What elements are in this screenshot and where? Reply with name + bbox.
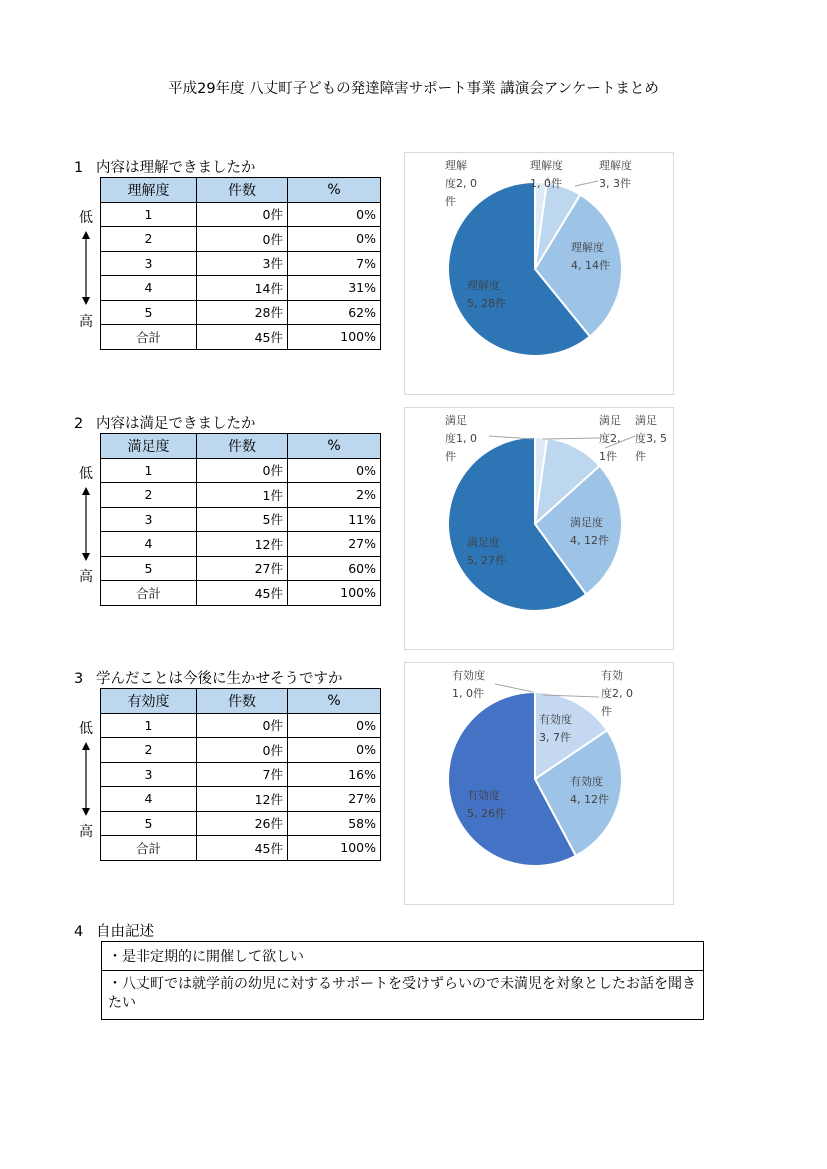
column-header: % xyxy=(288,178,381,203)
percent-cell: 31% xyxy=(288,276,381,301)
pie-chart-3 xyxy=(404,662,674,905)
count-cell: 3件 xyxy=(197,251,288,276)
level-cell: 1 xyxy=(101,713,197,738)
level-cell: 3 xyxy=(101,507,197,532)
slice-data-label-5: 有効度 5, 26件 xyxy=(467,789,506,820)
table-row xyxy=(101,811,381,836)
scale-arrow-icon xyxy=(81,487,91,561)
level-cell: 4 xyxy=(101,276,197,301)
total-row xyxy=(101,836,381,861)
pie-chart-2 xyxy=(404,407,674,650)
table-row xyxy=(101,458,381,483)
percent-cell: 0% xyxy=(288,458,381,483)
column-header: 件数 xyxy=(197,434,288,459)
total-count: 45件 xyxy=(197,581,288,606)
percent-cell: 16% xyxy=(288,762,381,787)
table-row xyxy=(101,202,381,227)
table-row xyxy=(101,738,381,763)
scale-low-label: 低 xyxy=(79,210,93,226)
total-count: 45件 xyxy=(197,325,288,350)
level-cell: 4 xyxy=(101,532,197,557)
pie-chart-1 xyxy=(404,152,674,395)
percent-cell: 2% xyxy=(288,483,381,508)
count-cell: 0件 xyxy=(197,227,288,252)
total-percent: 100% xyxy=(288,836,381,861)
table-row xyxy=(101,787,381,812)
level-cell: 2 xyxy=(101,227,197,252)
column-header: 件数 xyxy=(197,178,288,203)
table-row xyxy=(101,762,381,787)
table-row xyxy=(101,507,381,532)
slice-data-label-1: 有効度 1, 0件 xyxy=(452,669,485,700)
question-1-title xyxy=(74,156,256,177)
slice-data-label-2: 理解度2, 0 件 xyxy=(445,159,477,208)
leader-line xyxy=(575,181,598,186)
slice-data-label-3: 満足度3, 5 件 xyxy=(635,414,667,463)
level-cell: 5 xyxy=(101,300,197,325)
slice-data-label-5: 満足度 5, 27件 xyxy=(467,536,506,567)
percent-cell: 0% xyxy=(288,738,381,763)
count-cell: 12件 xyxy=(197,532,288,557)
table-row xyxy=(101,483,381,508)
column-header: 満足度 xyxy=(101,434,197,459)
scale-high-label: 高 xyxy=(79,314,93,330)
scale-low-label: 低 xyxy=(79,721,93,737)
column-header: % xyxy=(288,689,381,714)
slice-data-label-3: 理解度 3, 3件 xyxy=(599,159,632,190)
percent-cell: 0% xyxy=(288,202,381,227)
level-cell: 5 xyxy=(101,811,197,836)
scale-arrow-icon xyxy=(81,231,91,305)
comment-divider xyxy=(102,970,703,971)
page-title: 平成29年度 八丈町子どもの発達障害サポート事業 講演会アンケートまとめ xyxy=(168,81,659,97)
total-label: 合計 xyxy=(101,836,197,861)
question-number: 2 xyxy=(74,416,84,432)
table-row xyxy=(101,556,381,581)
level-cell: 3 xyxy=(101,251,197,276)
count-cell: 14件 xyxy=(197,276,288,301)
free-heading: 自由記述 xyxy=(96,924,154,940)
total-percent: 100% xyxy=(288,581,381,606)
count-cell: 26件 xyxy=(197,811,288,836)
question-text: 学んだことは今後に生かせそうですか xyxy=(96,671,343,687)
total-row xyxy=(101,581,381,606)
total-percent: 100% xyxy=(288,325,381,350)
level-cell: 1 xyxy=(101,202,197,227)
results-table-2 xyxy=(100,433,381,606)
table-row xyxy=(101,713,381,738)
free-comments-title xyxy=(74,920,154,941)
scale-low-label: 低 xyxy=(79,466,93,482)
slice-data-label-1: 満足度1, 0 件 xyxy=(445,414,477,463)
slice-data-label-4: 理解度 4, 14件 xyxy=(571,241,610,272)
level-cell: 2 xyxy=(101,738,197,763)
table-row xyxy=(101,227,381,252)
scale-high-label: 高 xyxy=(79,824,93,840)
slice-data-label-4: 満足度 4, 12件 xyxy=(570,516,609,547)
count-cell: 1件 xyxy=(197,483,288,508)
column-header: 有効度 xyxy=(101,689,197,714)
question-3-title xyxy=(74,667,343,688)
count-cell: 7件 xyxy=(197,762,288,787)
percent-cell: 58% xyxy=(288,811,381,836)
free-comments-box xyxy=(101,941,704,1020)
level-cell: 1 xyxy=(101,458,197,483)
level-cell: 4 xyxy=(101,787,197,812)
level-cell: 2 xyxy=(101,483,197,508)
scale-high-label: 高 xyxy=(79,569,93,585)
percent-cell: 11% xyxy=(288,507,381,532)
slice-data-label-2: 満足度2, 1件 xyxy=(599,414,621,463)
count-cell: 28件 xyxy=(197,300,288,325)
question-number: 3 xyxy=(74,671,84,687)
question-text: 内容は満足できましたか xyxy=(96,416,256,432)
table-header-row xyxy=(101,434,381,459)
question-text: 内容は理解できましたか xyxy=(96,160,256,176)
percent-cell: 62% xyxy=(288,300,381,325)
percent-cell: 7% xyxy=(288,251,381,276)
table-row xyxy=(101,532,381,557)
slice-data-label-2: 有効度2, 0 件 xyxy=(601,669,633,718)
total-label: 合計 xyxy=(101,581,197,606)
table-header-row xyxy=(101,178,381,203)
count-cell: 0件 xyxy=(197,202,288,227)
comment-item: ・八丈町では就学前の幼児に対するサポートを受けずらいので未満児を対象としたお話を聞きたい xyxy=(108,976,696,1011)
slice-data-label-3: 有効度 3, 7件 xyxy=(539,713,572,744)
level-cell: 3 xyxy=(101,762,197,787)
percent-cell: 0% xyxy=(288,227,381,252)
results-table-1 xyxy=(100,177,381,350)
count-cell: 27件 xyxy=(197,556,288,581)
percent-cell: 27% xyxy=(288,532,381,557)
question-number: 1 xyxy=(74,160,84,176)
count-cell: 12件 xyxy=(197,787,288,812)
column-header: 理解度 xyxy=(101,178,197,203)
table-row xyxy=(101,276,381,301)
count-cell: 0件 xyxy=(197,458,288,483)
table-header-row xyxy=(101,689,381,714)
percent-cell: 0% xyxy=(288,713,381,738)
column-header: % xyxy=(288,434,381,459)
leader-line xyxy=(495,684,533,692)
table-row xyxy=(101,300,381,325)
column-header: 件数 xyxy=(197,689,288,714)
table-row xyxy=(101,251,381,276)
total-label: 合計 xyxy=(101,325,197,350)
count-cell: 0件 xyxy=(197,713,288,738)
scale-arrow-icon xyxy=(81,742,91,816)
count-cell: 0件 xyxy=(197,738,288,763)
total-count: 45件 xyxy=(197,836,288,861)
question-2-title xyxy=(74,412,256,433)
percent-cell: 60% xyxy=(288,556,381,581)
count-cell: 5件 xyxy=(197,507,288,532)
slice-data-label-5: 理解度 5, 28件 xyxy=(467,279,506,310)
results-table-3 xyxy=(100,688,381,861)
question-number: 4 xyxy=(74,924,84,940)
total-row xyxy=(101,325,381,350)
slice-data-label-1: 理解度 1, 0件 xyxy=(530,159,563,190)
slice-data-label-4: 有効度 4, 12件 xyxy=(570,775,609,806)
level-cell: 5 xyxy=(101,556,197,581)
percent-cell: 27% xyxy=(288,787,381,812)
comment-item: ・是非定期的に開催して欲しい xyxy=(108,949,304,965)
